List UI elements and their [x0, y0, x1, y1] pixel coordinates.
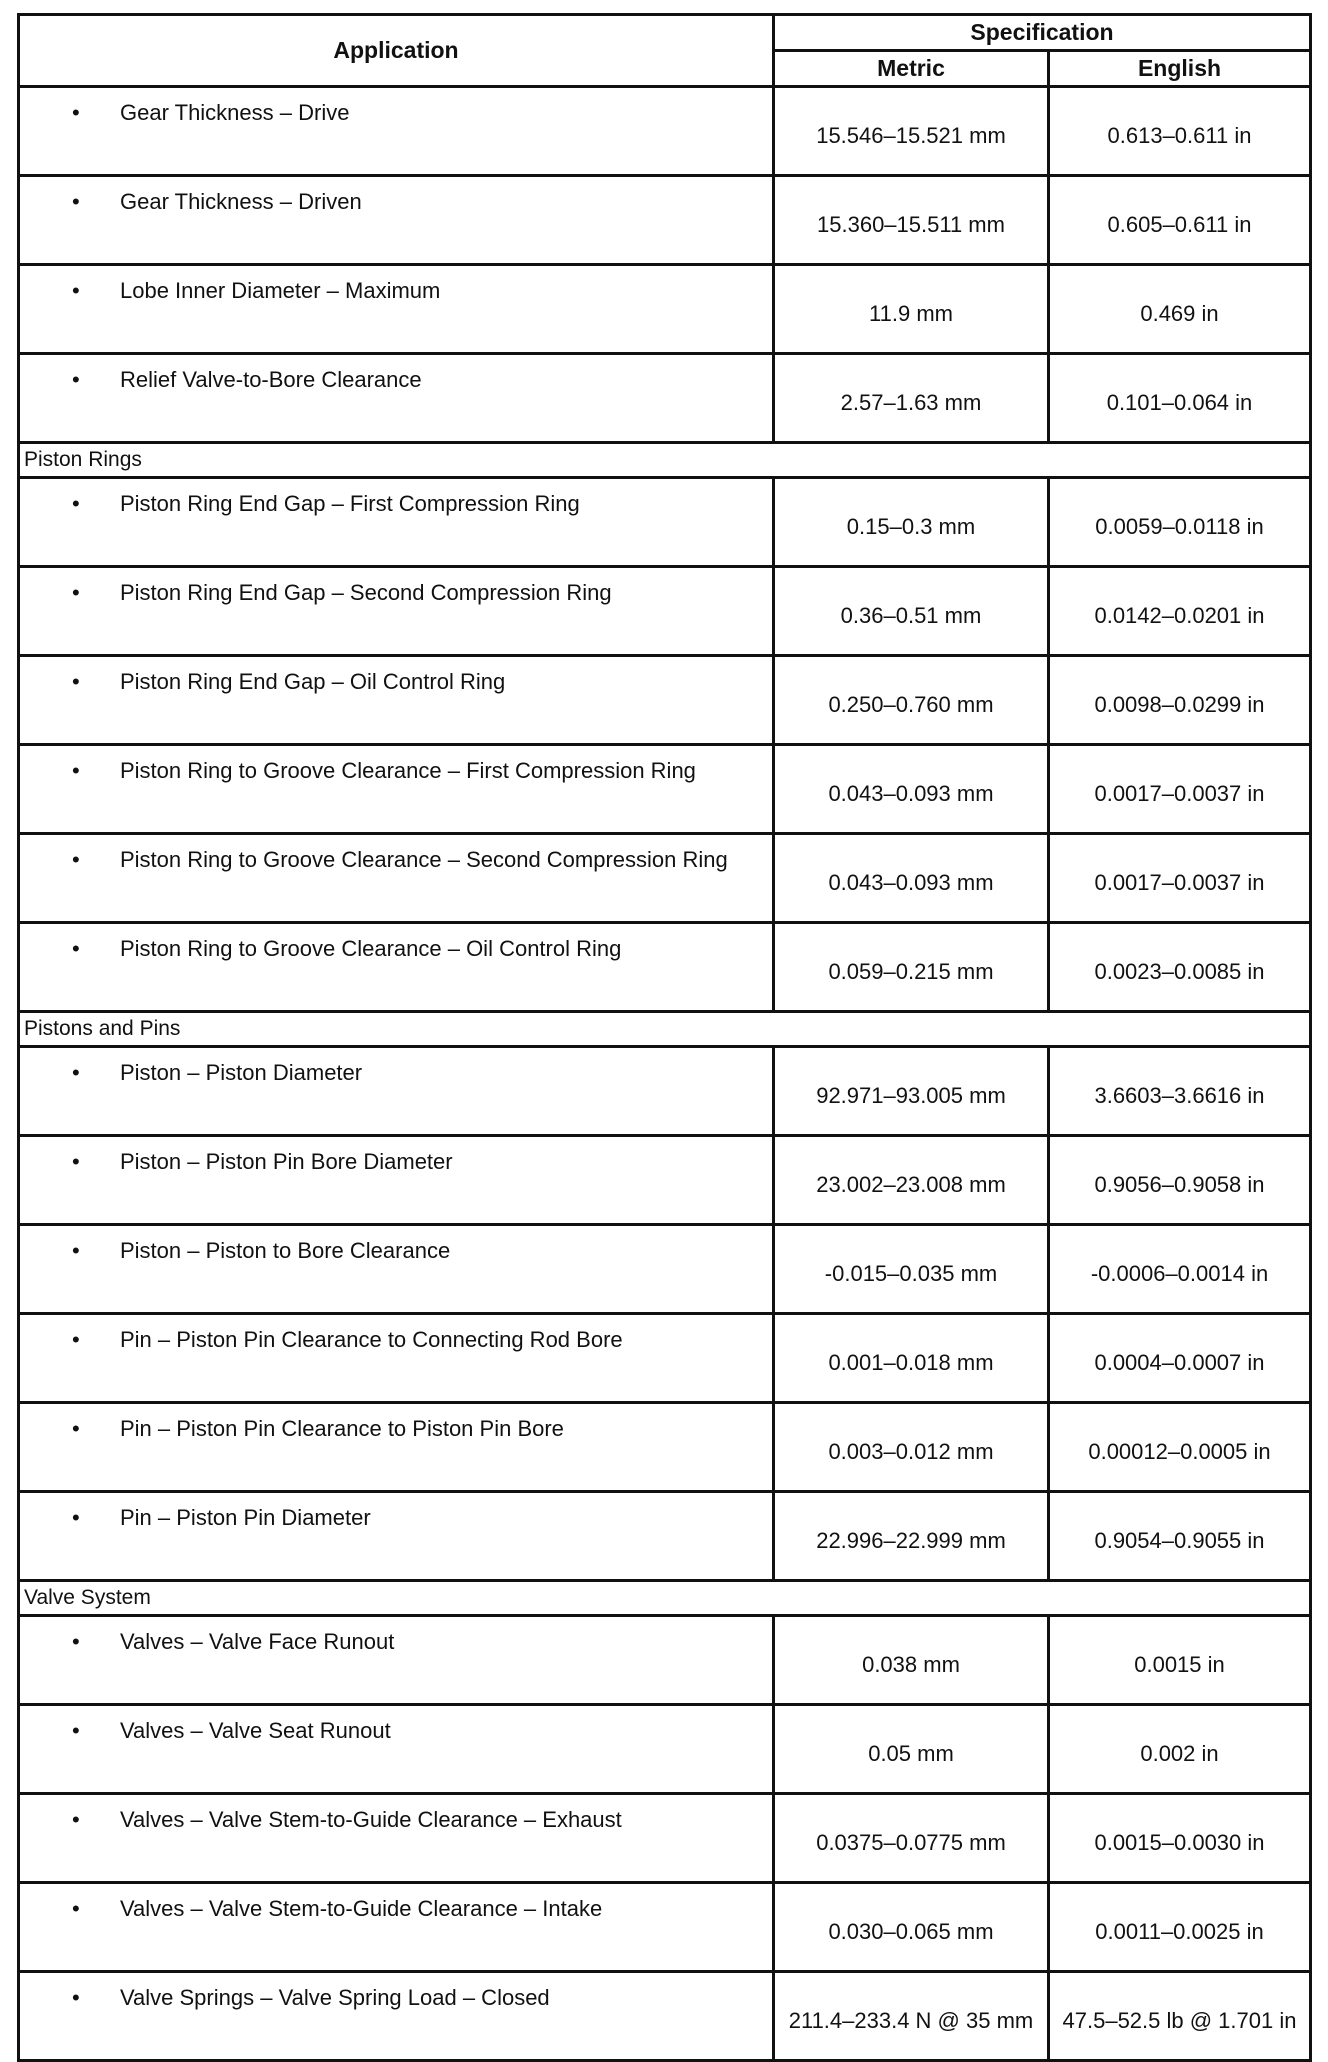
application-cell [19, 1136, 774, 1225]
bullet-icon: • [72, 1149, 80, 1174]
table-row [19, 1314, 1311, 1403]
metric-value: 0.003–0.012 mm [774, 1403, 1049, 1492]
english-value: 47.5–52.5 lb @ 1.701 in [1049, 1972, 1311, 2061]
metric-value: 11.9 mm [774, 265, 1049, 354]
application-cell [19, 265, 774, 354]
table-row [19, 1047, 1311, 1136]
table-row [19, 176, 1311, 265]
application-cell [19, 1883, 774, 1972]
table-row [19, 1794, 1311, 1883]
english-value: 0.9054–0.9055 in [1049, 1492, 1311, 1581]
table-body [19, 87, 1311, 2061]
metric-value: 211.4–233.4 N @ 35 mm [774, 1972, 1049, 2061]
table-row [19, 265, 1311, 354]
section-row [19, 1012, 1311, 1047]
header-specification: Specification [774, 15, 1311, 51]
table-row [19, 834, 1311, 923]
english-value: 0.0015 in [1049, 1616, 1311, 1705]
application-cell [19, 354, 774, 443]
bullet-icon: • [72, 1718, 80, 1743]
english-value: 0.605–0.611 in [1049, 176, 1311, 265]
metric-value: 0.001–0.018 mm [774, 1314, 1049, 1403]
english-value: 0.00012–0.0005 in [1049, 1403, 1311, 1492]
english-value: 0.0098–0.0299 in [1049, 656, 1311, 745]
table-row [19, 745, 1311, 834]
section-title: Pistons and Pins [19, 1012, 1311, 1047]
bullet-icon: • [72, 1238, 80, 1263]
bullet-icon: • [72, 491, 80, 516]
metric-value: 0.030–0.065 mm [774, 1883, 1049, 1972]
application-label: Valve Springs – Valve Spring Load – Closed [120, 1985, 550, 2010]
application-cell [19, 1403, 774, 1492]
metric-value: -0.015–0.035 mm [774, 1225, 1049, 1314]
application-label: Lobe Inner Diameter – Maximum [120, 278, 441, 303]
application-cell [19, 1314, 774, 1403]
bullet-icon: • [72, 1327, 80, 1352]
metric-value: 0.038 mm [774, 1616, 1049, 1705]
metric-value: 22.996–22.999 mm [774, 1492, 1049, 1581]
english-value: 0.0011–0.0025 in [1049, 1883, 1311, 1972]
section-row [19, 443, 1311, 478]
application-cell [19, 1794, 774, 1883]
metric-value: 0.250–0.760 mm [774, 656, 1049, 745]
application-label: Pin – Piston Pin Clearance to Connecting Rod Bore [120, 1327, 623, 1352]
application-cell [19, 1047, 774, 1136]
metric-value: 0.043–0.093 mm [774, 834, 1049, 923]
application-label: Piston Ring End Gap – First Compression Ring [120, 491, 580, 516]
bullet-icon: • [72, 278, 80, 303]
table-row [19, 923, 1311, 1012]
application-cell [19, 745, 774, 834]
section-title: Valve System [19, 1581, 1311, 1616]
table-row [19, 1403, 1311, 1492]
application-label: Valves – Valve Stem-to-Guide Clearance – Exhaust [120, 1807, 622, 1832]
application-label: Piston Ring End Gap – Oil Control Ring [120, 669, 506, 694]
metric-value: 92.971–93.005 mm [774, 1047, 1049, 1136]
bullet-icon: • [72, 1985, 80, 2010]
application-cell [19, 478, 774, 567]
english-value: 0.469 in [1049, 265, 1311, 354]
table-row [19, 1616, 1311, 1705]
application-label: Gear Thickness – Driven [120, 189, 362, 214]
header-application: Application [19, 15, 774, 87]
english-value: 0.613–0.611 in [1049, 87, 1311, 176]
table-row [19, 478, 1311, 567]
bullet-icon: • [72, 758, 80, 783]
section-title: Piston Rings [19, 443, 1311, 478]
application-cell [19, 1492, 774, 1581]
english-value: 3.6603–3.6616 in [1049, 1047, 1311, 1136]
section-row [19, 1581, 1311, 1616]
application-cell [19, 834, 774, 923]
metric-value: 0.043–0.093 mm [774, 745, 1049, 834]
bullet-icon: • [72, 1896, 80, 1921]
application-label: Piston Ring to Groove Clearance – First Compression Ring [120, 758, 696, 783]
bullet-icon: • [72, 1629, 80, 1654]
metric-value: 0.05 mm [774, 1705, 1049, 1794]
english-value: 0.0017–0.0037 in [1049, 745, 1311, 834]
application-cell [19, 1705, 774, 1794]
bullet-icon: • [72, 367, 80, 392]
english-value: 0.101–0.064 in [1049, 354, 1311, 443]
table-row [19, 1492, 1311, 1581]
application-label: Gear Thickness – Drive [120, 100, 350, 125]
metric-value: 15.360–15.511 mm [774, 176, 1049, 265]
english-value: 0.0059–0.0118 in [1049, 478, 1311, 567]
specification-table [17, 13, 1312, 2062]
application-label: Piston – Piston Diameter [120, 1060, 363, 1085]
header-english: English [1049, 51, 1311, 87]
application-cell [19, 87, 774, 176]
metric-value: 2.57–1.63 mm [774, 354, 1049, 443]
application-label: Piston Ring End Gap – Second Compression Ring [120, 580, 612, 605]
english-value: -0.0006–0.0014 in [1049, 1225, 1311, 1314]
header-metric: Metric [774, 51, 1049, 87]
table-row [19, 87, 1311, 176]
bullet-icon: • [72, 936, 80, 961]
application-label: Piston Ring to Groove Clearance – Oil Control Ring [120, 936, 622, 961]
application-cell [19, 1616, 774, 1705]
table-header [19, 15, 1311, 87]
table-row [19, 1225, 1311, 1314]
bullet-icon: • [72, 189, 80, 214]
english-value: 0.0017–0.0037 in [1049, 834, 1311, 923]
table-row [19, 1883, 1311, 1972]
application-cell [19, 656, 774, 745]
bullet-icon: • [72, 669, 80, 694]
english-value: 0.0142–0.0201 in [1049, 567, 1311, 656]
table-row [19, 1972, 1311, 2061]
application-label: Valves – Valve Seat Runout [120, 1718, 391, 1743]
english-value: 0.0023–0.0085 in [1049, 923, 1311, 1012]
application-cell [19, 923, 774, 1012]
application-label: Piston – Piston to Bore Clearance [120, 1238, 451, 1263]
bullet-icon: • [72, 1416, 80, 1441]
bullet-icon: • [72, 1807, 80, 1832]
bullet-icon: • [72, 847, 80, 872]
english-value: 0.9056–0.9058 in [1049, 1136, 1311, 1225]
table-row [19, 567, 1311, 656]
metric-value: 0.15–0.3 mm [774, 478, 1049, 567]
application-label: Relief Valve-to-Bore Clearance [120, 367, 422, 392]
application-cell [19, 567, 774, 656]
metric-value: 0.059–0.215 mm [774, 923, 1049, 1012]
application-label: Valves – Valve Face Runout [120, 1629, 395, 1654]
table-row [19, 354, 1311, 443]
table-row [19, 1136, 1311, 1225]
application-label: Piston Ring to Groove Clearance – Second Compression Ring [120, 847, 728, 872]
application-cell [19, 1972, 774, 2061]
bullet-icon: • [72, 100, 80, 125]
application-cell [19, 1225, 774, 1314]
application-label: Pin – Piston Pin Clearance to Piston Pin Bore [120, 1416, 564, 1441]
application-cell [19, 176, 774, 265]
metric-value: 23.002–23.008 mm [774, 1136, 1049, 1225]
table-row [19, 1705, 1311, 1794]
metric-value: 0.0375–0.0775 mm [774, 1794, 1049, 1883]
metric-value: 0.36–0.51 mm [774, 567, 1049, 656]
application-label: Pin – Piston Pin Diameter [120, 1505, 371, 1530]
english-value: 0.0015–0.0030 in [1049, 1794, 1311, 1883]
bullet-icon: • [72, 1060, 80, 1085]
table-row [19, 656, 1311, 745]
english-value: 0.0004–0.0007 in [1049, 1314, 1311, 1403]
english-value: 0.002 in [1049, 1705, 1311, 1794]
application-label: Valves – Valve Stem-to-Guide Clearance – Intake [120, 1896, 603, 1921]
application-label: Piston – Piston Pin Bore Diameter [120, 1149, 453, 1174]
bullet-icon: • [72, 580, 80, 605]
bullet-icon: • [72, 1505, 80, 1530]
metric-value: 15.546–15.521 mm [774, 87, 1049, 176]
